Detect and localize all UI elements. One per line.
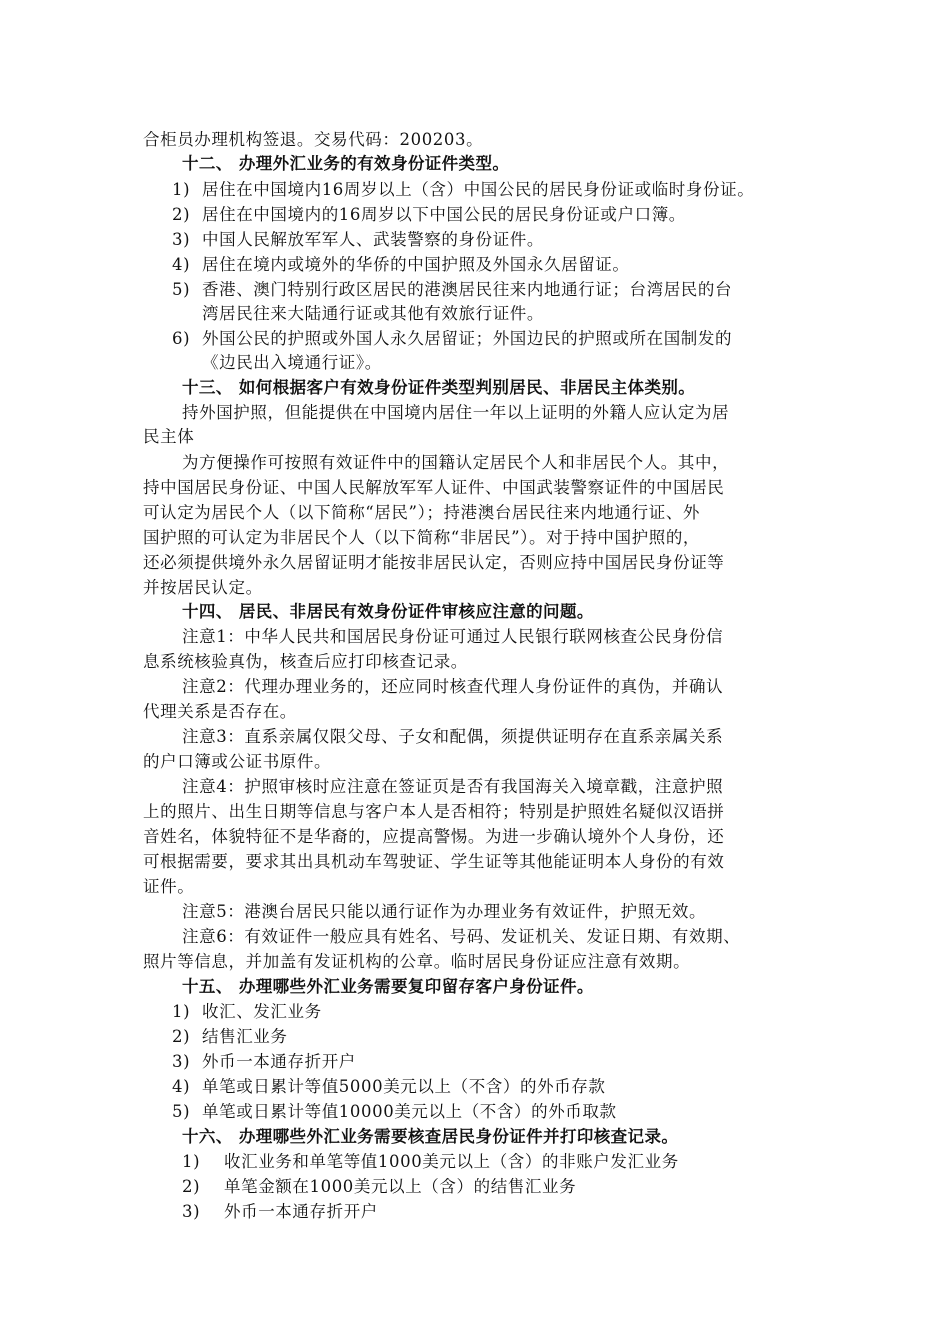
list-item (172, 1025, 288, 1049)
note-line: 注意5：港澳台居民只能以通行证作为办理业务有效证件，护照无效。 (182, 902, 707, 921)
list-text: 香港、澳门特别行政区居民的港澳居民往来内地通行证；台湾居民的台 (202, 280, 733, 299)
section-16-heading: 十六、 办理哪些外汇业务需要核查居民身份证件并打印核查记录。 (182, 1127, 679, 1146)
paragraph-line: 可认定为居民个人（以下简称“居民”）；持港澳台居民往来内地通行证、外 (143, 503, 701, 522)
list-text: 居住在中国境内的16周岁以下中国公民的居民身份证或户口簿。 (202, 205, 686, 224)
paragraph-line: 国护照的可认定为非居民个人（以下简称“非居民”）。对于持中国护照的， (143, 528, 701, 547)
note-line: 注意1：中华人民共和国居民身份证可通过人民银行联网核查公民身份信 (182, 627, 724, 646)
note-line: 音姓名，体貌特征不是华裔的，应提高警惕。为进一步确认境外个人身份，还 (143, 827, 725, 846)
paragraph-line: 为方便操作可按照有效证件中的国籍认定居民个人和非居民个人。其中， (182, 453, 730, 472)
note-line: 上的照片、出生日期等信息与客户本人是否相符；特别是护照姓名疑似汉语拼 (143, 802, 725, 821)
list-text: 收汇、发汇业务 (202, 1002, 322, 1021)
list-number: 3) (172, 230, 191, 249)
paragraph-line: 还必须提供境外永久居留证明才能按非居民认定，否则应持中国居民身份证等 (143, 553, 725, 572)
list-number: 1) (172, 180, 191, 199)
intro-line: 合柜员办理机构签退。交易代码：200203。 (143, 130, 484, 149)
note-line: 可根据需要，要求其出具机动车驾驶证、学生证等其他能证明本人身份的有效 (143, 852, 725, 871)
section-12-heading: 十二、 办理外汇业务的有效身份证件类型。 (182, 154, 510, 173)
list-text: 外国公民的护照或外国人永久居留证；外国边民的护照或所在国制发的 (202, 329, 733, 348)
note-line: 证件。 (143, 877, 195, 896)
list-text: 外币一本通存折开户 (224, 1202, 378, 1221)
section-15-heading: 十五、 办理哪些外汇业务需要复印留存客户身份证件。 (182, 977, 594, 996)
note-line: 的户口簿或公证书原件。 (143, 752, 332, 771)
list-number: 4) (172, 1077, 191, 1096)
list-text: 中国人民解放军军人、武装警察的身份证件。 (202, 230, 544, 249)
list-text: 结售汇业务 (202, 1027, 288, 1046)
note-line: 注意4：护照审核时应注意在签证页是否有我国海关入境章戳，注意护照 (182, 777, 724, 796)
list-item (172, 1100, 617, 1124)
list-text: 居住在中国境内16周岁以上（含）中国公民的居民身份证或临时身份证。 (202, 180, 755, 199)
list-number: 3) (182, 1202, 201, 1221)
note-line: 息系统核验真伪，核查后应打印核查记录。 (143, 652, 468, 671)
list-number: 5) (172, 280, 191, 299)
list-text: 单笔金额在1000美元以上（含）的结售汇业务 (224, 1177, 577, 1196)
list-text: 单笔或日累计等值10000美元以上（不含）的外币取款 (202, 1102, 617, 1121)
list-number: 2) (182, 1177, 201, 1196)
list-item (182, 1150, 679, 1174)
list-text: 外币一本通存折开户 (202, 1052, 356, 1071)
list-number: 1) (182, 1152, 201, 1171)
note-line: 代理关系是否存在。 (143, 702, 297, 721)
paragraph-line: 民主体 (143, 427, 195, 446)
section-13-heading: 十三、 如何根据客户有效身份证件类型判别居民、非居民主体类别。 (182, 378, 696, 397)
list-item-continuation: 湾居民往来大陆通行证或其他有效旅行证件。 (202, 304, 544, 323)
list-number: 2) (172, 205, 191, 224)
list-item (172, 228, 544, 252)
paragraph-line: 并按居民认定。 (143, 578, 263, 597)
note-line: 照片等信息，并加盖有发证机构的公章。临时居民身份证应注意有效期。 (143, 952, 691, 971)
note-line: 注意6：有效证件一般应具有姓名、号码、发证机关、发证日期、有效期、 (182, 927, 741, 946)
list-item (172, 278, 732, 302)
list-text: 单笔或日累计等值5000美元以上（不含）的外币存款 (202, 1077, 606, 1096)
list-item-continuation: 《边民出入境通行证》。 (202, 353, 382, 372)
paragraph-line: 持外国护照，但能提供在中国境内居住一年以上证明的外籍人应认定为居 (182, 403, 730, 422)
list-item (172, 1075, 606, 1099)
list-item (172, 1050, 356, 1074)
list-number: 2) (172, 1027, 191, 1046)
list-number: 5) (172, 1102, 191, 1121)
list-text: 收汇业务和单笔等值1000美元以上（含）的非账户发汇业务 (224, 1152, 679, 1171)
note-line: 注意3：直系亲属仅限父母、子女和配偶，须提供证明存在直系亲属关系 (182, 727, 724, 746)
note-line: 注意2：代理办理业务的，还应同时核查代理人身份证件的真伪，并确认 (182, 677, 724, 696)
paragraph-line: 持中国居民身份证、中国人民解放军军人证件、中国武装警察证件的中国居民 (143, 478, 725, 497)
list-item (172, 1000, 322, 1024)
list-number: 3) (172, 1052, 191, 1071)
list-item (182, 1200, 378, 1224)
list-number: 4) (172, 255, 191, 274)
list-number: 1) (172, 1002, 191, 1021)
section-14-heading: 十四、 居民、非居民有效身份证件审核应注意的问题。 (182, 602, 594, 621)
list-number: 6) (172, 329, 191, 348)
list-item (182, 1175, 576, 1199)
list-item (172, 327, 732, 351)
list-item (172, 178, 754, 202)
list-text: 居住在境内或境外的华侨的中国护照及外国永久居留证。 (202, 255, 630, 274)
list-item (172, 203, 686, 227)
list-item (172, 253, 630, 277)
